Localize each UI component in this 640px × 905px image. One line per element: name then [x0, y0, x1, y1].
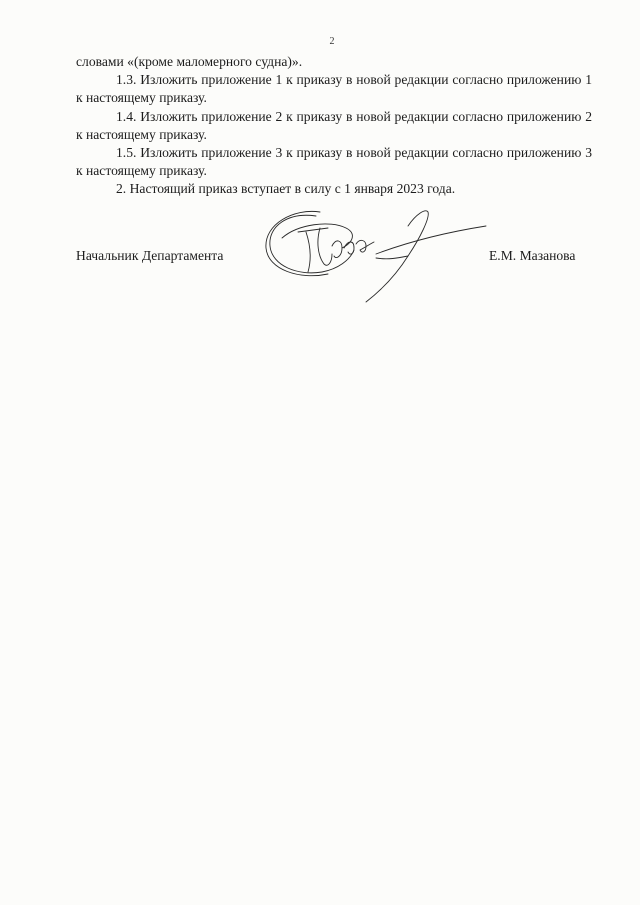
signatory-name: Е.М. Мазанова	[489, 248, 576, 263]
page-number: 2	[329, 36, 335, 47]
paragraph-item-1-5: 1.5. Изложить приложение 3 к приказу в новой редакции согласно приложению 3 к настоящему приказу.	[76, 145, 592, 179]
paragraph-item-1-4: 1.4. Изложить приложение 2 к приказу в новой редакции согласно приложению 2 к настоящему приказу.	[76, 108, 592, 142]
document-body	[76, 53, 592, 199]
signatory-position: Начальник Департамента	[76, 248, 224, 263]
paragraph-continuation: словами «(кроме маломерного судна)».	[76, 54, 303, 69]
paragraph-item-2: 2. Настоящий приказ вступает в силу с 1 января 2023 года.	[116, 181, 456, 197]
paragraph-item-1-3: 1.3. Изложить приложение 1 к приказу в новой редакции согласно приложению 1 к настоящему приказу.	[76, 72, 592, 106]
handwritten-signature	[258, 198, 488, 308]
